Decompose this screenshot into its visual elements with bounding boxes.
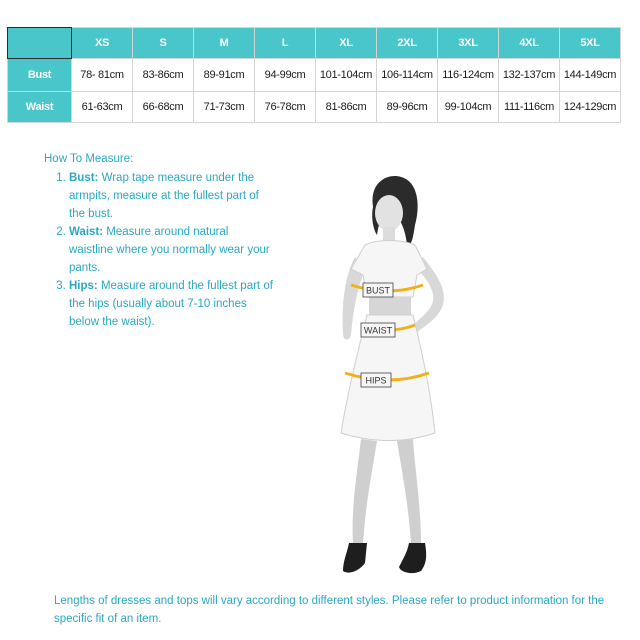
size-header: L bbox=[255, 28, 316, 59]
step-text: Measure around natural waistline where you normally wear your pants. bbox=[69, 226, 270, 274]
how-to-measure-title: How To Measure: bbox=[44, 153, 134, 165]
row-label-bust: Bust bbox=[8, 59, 72, 92]
step-text: Wrap tape measure under the armpits, measure at the fullest part of the bust. bbox=[69, 172, 259, 220]
step-term: Bust: bbox=[69, 172, 99, 184]
model-figure bbox=[285, 165, 505, 595]
waist-cell: 71-73cm bbox=[194, 92, 255, 123]
model-leg-left bbox=[353, 439, 377, 545]
waist-cell: 89-96cm bbox=[377, 92, 438, 123]
model-shoe-right bbox=[399, 543, 426, 573]
bust-cell: 89-91cm bbox=[194, 59, 255, 92]
size-header: XS bbox=[72, 28, 133, 59]
size-header: 4XL bbox=[499, 28, 560, 59]
bust-cell: 94-99cm bbox=[255, 59, 316, 92]
bust-cell: 132-137cm bbox=[499, 59, 560, 92]
model-midriff bbox=[369, 297, 411, 315]
model-leg-right bbox=[397, 439, 421, 545]
bust-cell: 101-104cm bbox=[316, 59, 377, 92]
hips-label: HIPS bbox=[365, 375, 387, 386]
bust-cell: 78- 81cm bbox=[72, 59, 133, 92]
size-chart-table bbox=[7, 27, 621, 123]
model-face bbox=[375, 195, 403, 231]
table-corner bbox=[8, 28, 72, 59]
waist-cell: 81-86cm bbox=[316, 92, 377, 123]
waist-cell: 124-129cm bbox=[560, 92, 621, 123]
bust-cell: 106-114cm bbox=[377, 59, 438, 92]
waist-row bbox=[8, 92, 621, 123]
row-label-waist: Waist bbox=[8, 92, 72, 123]
bust-cell: 116-124cm bbox=[438, 59, 499, 92]
waist-cell: 76-78cm bbox=[255, 92, 316, 123]
waist-cell: 61-63cm bbox=[72, 92, 133, 123]
size-header-row bbox=[8, 28, 621, 59]
sizing-footnote: Lengths of dresses and tops will vary according to different styles. Please refer to product information for the specific fit of an item. bbox=[54, 595, 605, 625]
size-header: 5XL bbox=[560, 28, 621, 59]
waist-cell: 66-68cm bbox=[133, 92, 194, 123]
model-shoe-left bbox=[343, 543, 367, 573]
size-header: 3XL bbox=[438, 28, 499, 59]
waist-cell: 111-116cm bbox=[499, 92, 560, 123]
waist-cell: 99-104cm bbox=[438, 92, 499, 123]
how-to-measure-section bbox=[44, 150, 274, 331]
size-header: XL bbox=[316, 28, 377, 59]
measure-step-bust bbox=[69, 169, 274, 223]
size-header: M bbox=[194, 28, 255, 59]
measure-step-waist bbox=[69, 223, 274, 277]
step-term: Hips: bbox=[69, 280, 98, 292]
step-text: Measure around the fullest part of the hips (usually about 7-10 inches below the waist). bbox=[69, 280, 273, 328]
size-header: 2XL bbox=[377, 28, 438, 59]
bust-cell: 83-86cm bbox=[133, 59, 194, 92]
bust-label: BUST bbox=[365, 285, 391, 296]
measure-step-hips bbox=[69, 277, 274, 331]
bust-row bbox=[8, 59, 621, 92]
size-header: S bbox=[133, 28, 194, 59]
bust-cell: 144-149cm bbox=[560, 59, 621, 92]
step-term: Waist: bbox=[69, 226, 104, 238]
waist-label: WAIST bbox=[363, 325, 393, 336]
measure-steps-list bbox=[44, 169, 274, 331]
